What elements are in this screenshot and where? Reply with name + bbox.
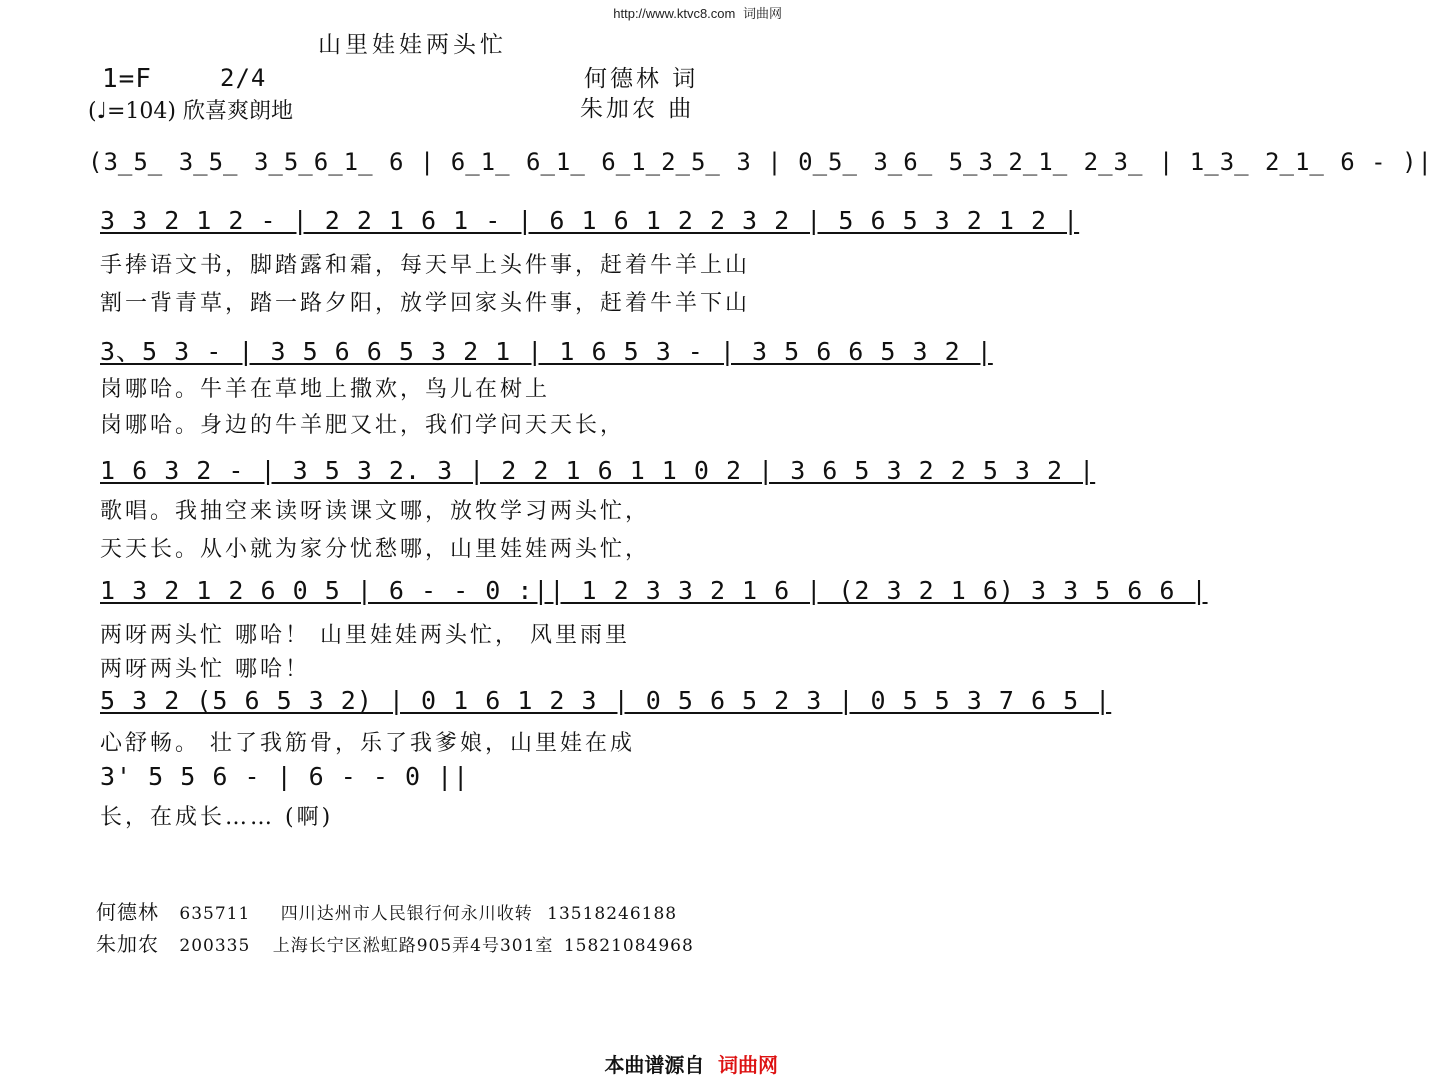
system-6-lyrics-verse-1: 长，在成长…… (啊) [100,805,334,830]
tempo-marking: (♩=104) 欣喜爽朗地 [88,99,293,124]
system-2-notes: 3、5 3 - | 3 5 6 6 5 3 2 1 | 1 6 5 3 - | 3 5 6 6 5 3 2 | [100,337,993,366]
contact-row-1 [96,896,677,925]
system-1-lyrics-verse-2: 割一背青草，踏一路夕阳，放学回家头件事，赶着牛羊下山 [100,291,751,316]
time-signature: 2/4 [220,64,267,92]
system-3-lyrics-verse-2: 天天长。从小就为家分忧愁哪，山里娃娃两头忙， [100,537,651,562]
system-5-notes: 5 3 2 (5 6 5 3 2) | 0 1 6 1 2 3 | 0 5 6 5 2 3 | 0 5 5 3 7 6 5 | [100,686,1112,715]
contact-zip: 200335 [179,936,251,956]
system-4-notes: 1 3 2 1 2 6 0 5 | 6 - - 0 :|| 1 2 3 3 2 1 6 | (2 3 2 1 6) 3 3 5 6 6 | [100,576,1208,605]
contact-address: 上海长宁区淞虹路905弄4号301室 [272,936,554,956]
contact-zip: 635711 [179,904,251,924]
system-2-lyrics-verse-1: 岗哪哈。牛羊在草地上撒欢，鸟儿在树上 [100,377,551,402]
watermark [613,3,782,22]
system-3-notes: 1 6 3 2 - | 3 5 3 2. 3 | 2 2 1 6 1 1 0 2 | 3 6 5 3 2 2 5 3 2 | [100,456,1096,485]
contact-name: 朱加农 [96,932,159,956]
watermark-url: http://www.ktvc8.com [613,6,736,21]
system-3-lyrics-verse-1: 歌唱。我抽空来读呀读课文哪，放牧学习两头忙， [100,499,651,524]
system-6-notes: 3' 5 5 6 - | 6 - - 0 || [100,762,470,791]
source-label: 本曲谱源自 [604,1055,705,1077]
system-4-lyrics-verse-2: 两呀两头忙 哪哈！ [100,657,310,682]
composer-credit: 朱加农 曲 [580,96,695,122]
contact-phone: 13518246188 [547,904,678,924]
system-1-notes: 3 3 2 1 2 - | 2 2 1 6 1 - | 6 1 6 1 2 2 3 2 | 5 6 5 3 2 1 2 | [100,206,1080,235]
contact-row-2 [96,928,694,957]
system-2-lyrics-verse-2: 岗哪哈。身边的牛羊肥又壮，我们学问天天长， [100,413,626,438]
contact-address: 四川达州市人民银行何永川收转 [280,904,533,924]
source-site[interactable]: 词曲网 [718,1055,778,1077]
song-title: 山里娃娃两头忙 [318,32,507,58]
contact-phone: 15821084968 [563,936,694,956]
system-1-lyrics-verse-1: 手捧语文书，脚踏露和霜，每天早上头件事，赶着牛羊上山 [100,253,751,278]
contact-name: 何德林 [96,900,159,924]
source-footer [604,1049,778,1078]
system-4-lyrics-verse-1: 两呀两头忙 哪哈！ 山里娃娃两头忙， 风里雨里 [100,623,630,648]
system-5-lyrics-verse-1: 心舒畅。 壮了我筋骨，乐了我爹娘，山里娃在成 [100,731,635,756]
lyricist-credit: 何德林 词 [584,66,699,92]
key-signature: 1=F [102,64,152,94]
watermark-site: 词曲网 [742,6,782,21]
intro-notation: (3̲5̲ 3̲5̲ 3̲5̲6̲1̲ 6 | 6̲1̲ 6̲1̲ 6̲1̲2̲5̲ 3 | 0̲5̲ 3̲6̲ 5̲3̲2̲1̲ 2̲3̲ | 1̲3̲ 2̲1̲ 6 - )| [88,148,1433,176]
